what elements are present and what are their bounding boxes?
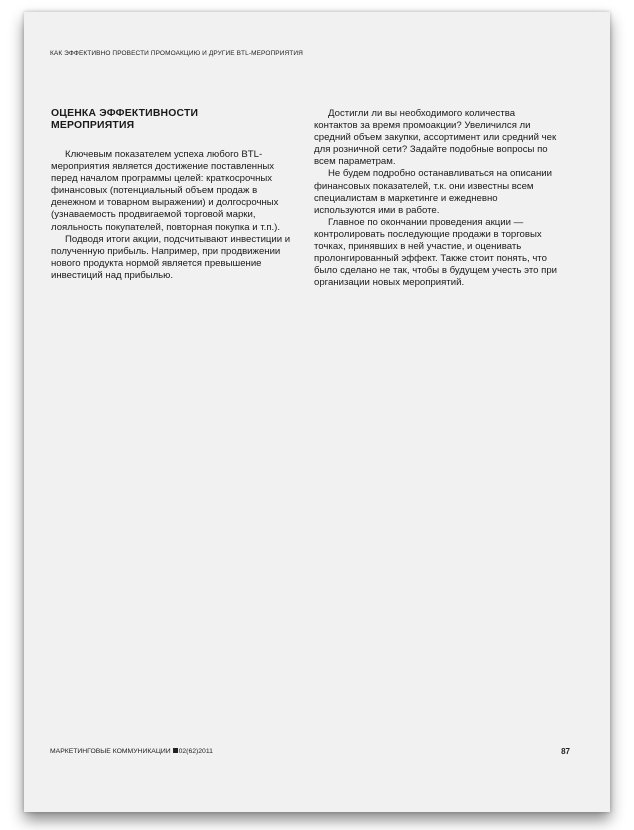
issue-number: 02(62)2011 (178, 748, 213, 755)
running-head: КАК ЭФФЕКТИВНО ПРОВЕСТИ ПРОМОАКЦИЮ И ДРУГИЕ BTL-МЕРОПРИЯТИЯ (50, 50, 303, 57)
left-column (51, 108, 295, 282)
document-page (24, 12, 610, 812)
right-paragraph-1: Достигли ли вы необходимого количества контактов за время промоакции? Увеличился ли средний объем закупки, ассортимент или средний чек для розничной сети? Задайте подобные вопросы по всем параметрам. (314, 108, 557, 168)
page-number: 87 (561, 747, 570, 756)
section-title (51, 108, 295, 132)
section-title-line2: МЕРОПРИЯТИЯ (51, 120, 135, 131)
section-title-line1: ОЦЕНКА ЭФФЕКТИВНОСТИ (51, 108, 199, 119)
right-paragraph-2: Не будем подробно останавливаться на описании финансовых показателей, т.к. они известны всем специалистам в маркетинге и ежедневно используются ими в работе. (314, 168, 552, 216)
right-column (314, 108, 558, 289)
left-paragraph-2: Подводя итоги акции, подсчитывают инвестиции и полученную прибыль. Например, при продвижении нового продукта нормой является превышение инвестиций над прибылью. (51, 233, 291, 281)
right-paragraph-3: Главное по окончании проведения акции — контролировать последующие продажи в торговых точках, принявших в ней участие, и оценивать пролонгированный эффект. Также стоит понять, что было сделано не так, чтобы в будущем учесть это при организации новых мероприятий. (314, 216, 558, 289)
footer-journal-info (50, 748, 213, 755)
journal-title: МАРКЕТИНГОВЫЕ КОММУНИКАЦИИ (50, 748, 171, 755)
square-bullet-icon (173, 748, 178, 753)
left-paragraph-1: Ключевым показателем успеха любого BTL-мероприятия является достижение поставленных перед началом программы целей: краткосрочных финансовых (потенциальный объем продаж в денежном и товарном выражении) и долгосрочных (узнаваемость продвигаемой торговой марки, лояльность покупателей, повторная покупка и т.п.). (51, 149, 281, 233)
